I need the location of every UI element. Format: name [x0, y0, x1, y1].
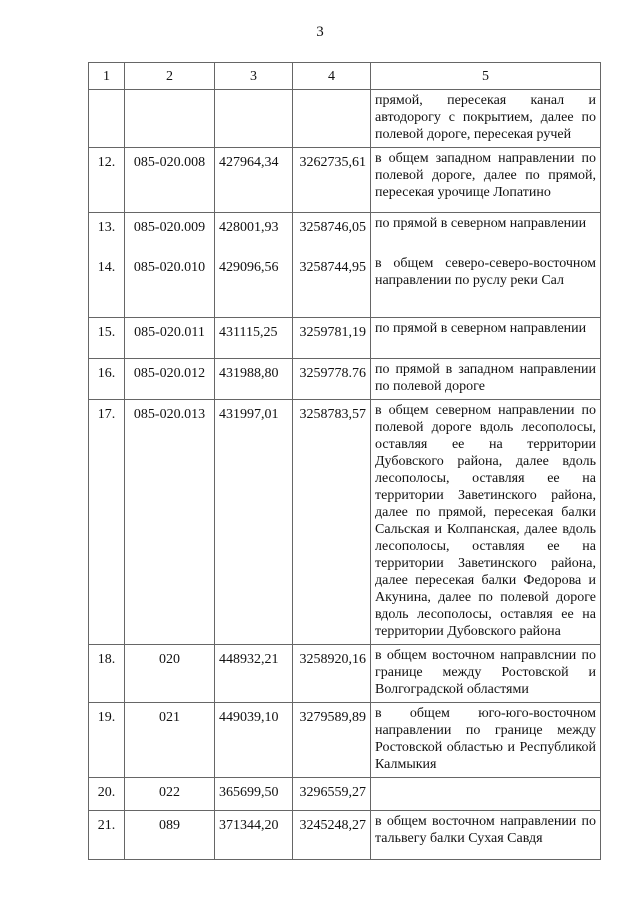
row-number: 14. — [89, 253, 125, 318]
point-code: 020 — [125, 645, 215, 703]
table-row — [89, 400, 601, 645]
table-row — [89, 703, 601, 778]
point-code: 022 — [125, 778, 215, 811]
coordinate-x: 431997,01 — [215, 400, 293, 645]
page-number: 3 — [316, 24, 324, 40]
point-code: 085-020.012 — [125, 359, 215, 400]
coordinate-y: 3258746,05 — [293, 213, 371, 254]
coordinate-x: 371344,20 — [215, 811, 293, 860]
row-number: 21. — [89, 811, 125, 860]
row-number: 16. — [89, 359, 125, 400]
description-cell: прямой, пересекая канал и автодорогу с покрытием, далее по полевой дороге, пересекая ручей — [371, 90, 601, 148]
row-number: 15. — [89, 318, 125, 359]
empty-cell — [89, 90, 125, 148]
coordinate-y: 3262735,61 — [293, 148, 371, 213]
point-code: 089 — [125, 811, 215, 860]
coordinate-y: 3259781,19 — [293, 318, 371, 359]
empty-cell — [293, 90, 371, 148]
coordinate-x: 365699,50 — [215, 778, 293, 811]
header-cell: 1 — [89, 63, 125, 90]
description-cell: в общем восточном направлснии по границе между Ростовской и Волгоградской областями — [371, 645, 601, 703]
table-row — [89, 213, 601, 254]
table-row — [89, 778, 601, 811]
description-cell: по прямой в северном направлении — [371, 213, 601, 254]
point-code: 085-020.011 — [125, 318, 215, 359]
row-number: 18. — [89, 645, 125, 703]
description-cell: в общем восточном направлении по тальвегу балки Сухая Савдя — [371, 811, 601, 860]
table-row — [89, 811, 601, 860]
point-code: 085-020.010 — [125, 253, 215, 318]
table-row — [89, 90, 601, 148]
coordinate-x: 427964,34 — [215, 148, 293, 213]
coordinate-y: 3258783,57 — [293, 400, 371, 645]
coordinate-y: 3258920,16 — [293, 645, 371, 703]
description-cell: в общем западном направлении по полевой дороге, далее по прямой, пересекая урочище Лопатино — [371, 148, 601, 213]
header-cell: 4 — [293, 63, 371, 90]
row-number: 20. — [89, 778, 125, 811]
description-cell — [371, 778, 601, 811]
row-number: 19. — [89, 703, 125, 778]
coordinate-y: 3245248,27 — [293, 811, 371, 860]
table-row — [89, 148, 601, 213]
empty-cell — [125, 90, 215, 148]
coordinate-x: 431115,25 — [215, 318, 293, 359]
description-cell: в общем северном направлении по полевой дороге вдоль лесополосы, оставляя ее на территории Дубовского района, далее вдоль лесополосы, оставляя ее на территории Заветинского района, далее по прямой, пересекая балки Сальская и Колпанская, далее вдоль лесополосы, оставляя ее на территории Заветинского района, далее пересекая балки Федорова и Акунина, далее по полевой дороге вдоль лесополосы, оставляя ее на территории Дубовского района — [371, 400, 601, 645]
header-cell: 2 — [125, 63, 215, 90]
row-number: 17. — [89, 400, 125, 645]
row-number: 12. — [89, 148, 125, 213]
point-code: 085-020.008 — [125, 148, 215, 213]
empty-cell — [215, 90, 293, 148]
table-row — [89, 318, 601, 359]
table-row — [89, 359, 601, 400]
table-row — [89, 253, 601, 318]
point-code: 021 — [125, 703, 215, 778]
table-header-row — [89, 63, 601, 90]
coordinate-x: 448932,21 — [215, 645, 293, 703]
description-cell: по прямой в западном направлении по полевой дороге — [371, 359, 601, 400]
header-cell: 5 — [371, 63, 601, 90]
coordinate-x: 449039,10 — [215, 703, 293, 778]
coordinate-x: 429096,56 — [215, 253, 293, 318]
coordinate-y: 3296559,27 — [293, 778, 371, 811]
coordinate-x: 428001,93 — [215, 213, 293, 254]
description-cell: в общем северо-северо-восточном направлении по руслу реки Сал — [371, 253, 601, 318]
coordinate-x: 431988,80 — [215, 359, 293, 400]
table-row — [89, 645, 601, 703]
row-number: 13. — [89, 213, 125, 254]
description-cell: по прямой в северном направлении — [371, 318, 601, 359]
header-cell: 3 — [215, 63, 293, 90]
point-code: 085-020.013 — [125, 400, 215, 645]
coordinate-y: 3279589,89 — [293, 703, 371, 778]
coordinate-y: 3259778.76 — [293, 359, 371, 400]
point-code: 085-020.009 — [125, 213, 215, 254]
boundary-table — [88, 62, 601, 860]
description-cell: в общем юго-юго-восточном направлении по границе между Ростовской областью и Республикой Калмыкия — [371, 703, 601, 778]
coordinate-y: 3258744,95 — [293, 253, 371, 318]
